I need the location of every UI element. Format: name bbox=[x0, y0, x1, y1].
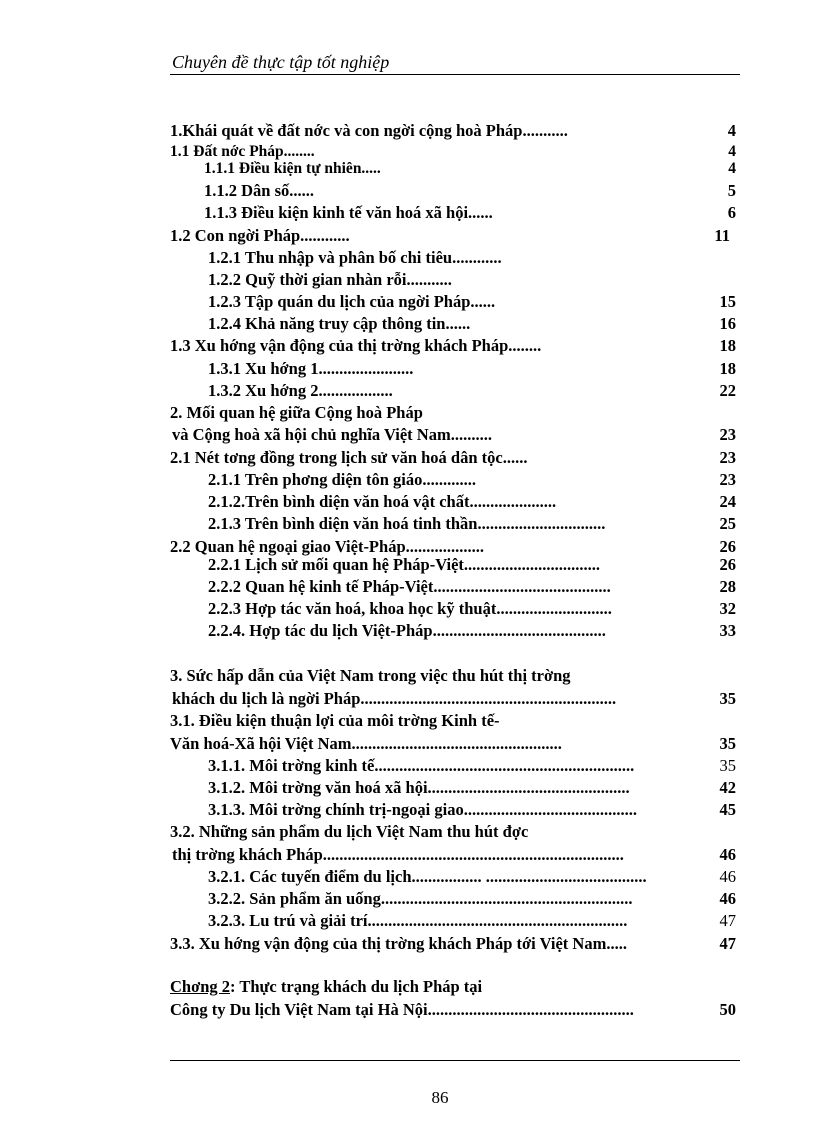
toc-entry-page: 46 bbox=[719, 845, 736, 864]
toc-entry-page: 24 bbox=[719, 492, 736, 511]
toc-entry-text: 1.2.4 Khả năng truy cập thông tin...... bbox=[208, 314, 471, 333]
toc-entry bbox=[208, 513, 736, 535]
page-number: 86 bbox=[431, 1088, 449, 1107]
toc-entry-text: 3. Sức hấp dẫn của Việt Nam trong việc thu hút thị trờng bbox=[170, 666, 571, 685]
toc-entry-text: 2.2.2 Quan hệ kinh tế Pháp-Việt........................................... bbox=[208, 577, 611, 596]
chapter-label: Chơng 2 bbox=[170, 977, 231, 996]
toc-entry-text: 1.1 Đất nớc Pháp........ bbox=[170, 143, 315, 160]
toc-entry-page: 23 bbox=[719, 470, 736, 489]
toc-entry-page: 35 bbox=[719, 734, 736, 753]
toc-entry-page: 4 bbox=[728, 160, 736, 177]
toc-entry-page: 22 bbox=[719, 381, 736, 400]
toc-entry-page: 11 bbox=[714, 226, 730, 245]
toc-entry-page: 4 bbox=[727, 121, 736, 140]
toc-entry bbox=[208, 755, 736, 777]
toc-entry-text: 2.2.3 Hợp tác văn hoá, khoa học kỹ thuật............................ bbox=[208, 599, 612, 618]
toc-entry-text: 3.3. Xu hớng vận động của thị trờng khách Pháp tới Việt Nam..... bbox=[170, 934, 627, 953]
toc-entry-text: 3.1. Điều kiện thuận lợi của môi trờng Kinh tế- bbox=[170, 711, 500, 730]
toc-entry-text: 1.3 Xu hớng vận động của thị trờng khách Pháp........ bbox=[170, 336, 542, 355]
toc-entry bbox=[172, 688, 736, 710]
toc-entry-text: 1.3.2 Xu hớng 2.................. bbox=[208, 381, 393, 400]
toc-entry bbox=[208, 598, 736, 620]
toc-entry-page: 47 bbox=[719, 934, 736, 953]
toc-entry-page: 23 bbox=[719, 425, 736, 444]
toc-entry bbox=[170, 821, 736, 843]
toc-entry bbox=[208, 380, 736, 402]
toc-entry-page: 16 bbox=[719, 314, 736, 333]
toc-entry-text: 1.2.1 Thu nhập và phân bố chi tiêu............ bbox=[208, 248, 502, 267]
toc-entry-text: 3.1.1. Môi trờng kinh tế............................................................... bbox=[208, 756, 635, 775]
toc-entry-page: 26 bbox=[719, 537, 736, 556]
toc-entry-text: khách du lịch là ngời Pháp.............................................................. bbox=[172, 689, 617, 708]
toc-entry-text: 2.2 Quan hệ ngoại giao Việt-Pháp................... bbox=[170, 537, 484, 556]
toc-entry-page: 25 bbox=[719, 514, 736, 533]
toc-entry bbox=[208, 247, 736, 269]
toc-entry bbox=[208, 358, 736, 380]
toc-entry-text: 2.1.3 Trên bình diện văn hoá tinh thần............................... bbox=[208, 514, 606, 533]
toc-entry-text: và Cộng hoà xã hội chủ nghĩa Việt Nam.......... bbox=[172, 425, 492, 444]
toc-entry bbox=[208, 620, 736, 642]
toc-entry-text: 1.1.3 Điều kiện kinh tế văn hoá xã hội...... bbox=[204, 203, 493, 222]
toc-entry bbox=[208, 910, 736, 932]
toc-entry-text: 2. Mối quan hệ giữa Cộng hoà Pháp bbox=[170, 403, 423, 422]
toc-entry-page: 4 bbox=[728, 143, 736, 160]
page-header-title: Chuyên đề thực tập tốt nghiệp bbox=[172, 52, 390, 72]
toc-entry-page: 18 bbox=[719, 336, 736, 355]
toc-entry bbox=[208, 554, 736, 576]
toc-entry-text: 2.2.4. Hợp tác du lịch Việt-Pháp.......................................... bbox=[208, 621, 606, 640]
toc-entry bbox=[204, 202, 736, 224]
toc-entry bbox=[208, 799, 736, 821]
toc-entry bbox=[170, 733, 736, 755]
toc-entry-text: 2.2.1 Lịch sử mối quan hệ Pháp-Việt................................. bbox=[208, 555, 601, 574]
toc-entry-text: 3.1.3. Môi trờng chính trị-ngoại giao.......................................... bbox=[208, 800, 637, 819]
toc-entry-text: 3.2. Những sản phẩm du lịch Việt Nam thu hút đợc bbox=[170, 822, 529, 841]
toc-entry-text: 1.1.1 Điều kiện tự nhiên..... bbox=[204, 160, 381, 177]
toc-entry-page: 15 bbox=[719, 292, 736, 311]
toc-entry bbox=[170, 225, 736, 247]
toc-entry-text: 1.2.2 Quỹ thời gian nhàn rỗi........... bbox=[208, 270, 452, 289]
toc-entry bbox=[208, 888, 736, 910]
toc-entry bbox=[208, 576, 736, 598]
toc-entry-page: 45 bbox=[719, 800, 736, 819]
toc-entry bbox=[170, 120, 736, 142]
toc-entry-page: 35 bbox=[719, 756, 736, 775]
toc-entry bbox=[172, 844, 736, 866]
toc-entry-page: 50 bbox=[719, 1000, 736, 1019]
toc-entry-text: 2.1.1 Trên phơng diện tôn giáo............. bbox=[208, 470, 476, 489]
toc-entry-page: 6 bbox=[727, 203, 736, 222]
toc-entry-text: 3.2.3. Lu trú và giải trí............................................................... bbox=[208, 911, 628, 930]
toc-entry-text: 1.2 Con ngời Pháp............ bbox=[170, 226, 350, 245]
toc-entry bbox=[208, 269, 736, 291]
toc-entry bbox=[170, 335, 736, 357]
toc-entry bbox=[170, 976, 736, 998]
toc-entry-text: 1.1.2 Dân số...... bbox=[204, 181, 315, 200]
toc-entry bbox=[208, 491, 736, 513]
toc-entry bbox=[208, 777, 736, 799]
toc-entry-text: 3.2.1. Các tuyến điểm du lịch................. ....................................... bbox=[208, 867, 647, 886]
toc-entry-text: Công ty Du lịch Việt Nam tại Hà Nội.................................................. bbox=[170, 1000, 634, 1019]
toc-entry-page: 35 bbox=[719, 689, 736, 708]
toc-entry-page: 32 bbox=[719, 599, 736, 618]
toc-entry bbox=[170, 447, 736, 469]
toc-entry bbox=[172, 424, 736, 446]
toc-entry-text: thị trờng khách Pháp......................................................................... bbox=[172, 845, 624, 864]
toc-entry bbox=[170, 933, 736, 955]
toc-entry-text: 3.2.2. Sản phẩm ăn uống............................................................. bbox=[208, 889, 633, 908]
toc-entry-page: 26 bbox=[719, 555, 736, 574]
toc-entry-page: 47 bbox=[719, 911, 736, 930]
toc-entry bbox=[208, 313, 736, 335]
toc-entry-page: 5 bbox=[727, 181, 736, 200]
toc-entry bbox=[204, 180, 736, 202]
toc-entry bbox=[170, 999, 736, 1021]
toc-entry-page: 18 bbox=[719, 359, 736, 378]
toc-entry-text: Văn hoá-Xã hội Việt Nam................................................... bbox=[170, 734, 562, 753]
toc-entry bbox=[170, 710, 736, 732]
toc-entry-text: 1.3.1 Xu hớng 1....................... bbox=[208, 359, 414, 378]
toc-entry-page: 28 bbox=[719, 577, 736, 596]
toc-entry bbox=[208, 866, 736, 888]
toc-entry-text: 1.Khái quát về đất nớc và con ngời cộng hoà Pháp........... bbox=[170, 121, 568, 140]
toc-entry-text: 2.1 Nét tơng đồng trong lịch sử văn hoá dân tộc...... bbox=[170, 448, 528, 467]
toc-entry bbox=[208, 469, 736, 491]
toc-entry-page: 23 bbox=[719, 448, 736, 467]
toc-entry-text: 3.1.2. Môi trờng văn hoá xã hội................................................. bbox=[208, 778, 630, 797]
toc-entry-text: : Thực trạng khách du lịch Pháp tại bbox=[230, 977, 483, 996]
toc-entry-text: 2.1.2.Trên bình diện văn hoá vật chất..................... bbox=[208, 492, 557, 511]
toc-entry bbox=[204, 158, 736, 180]
toc-entry bbox=[170, 665, 736, 687]
toc-entry-text: 1.2.3 Tập quán du lịch của ngời Pháp...... bbox=[208, 292, 496, 311]
toc-entry-page: 33 bbox=[719, 621, 736, 640]
footer-rule bbox=[170, 1060, 740, 1061]
toc-entry-page: 46 bbox=[719, 889, 736, 908]
toc-entry bbox=[170, 402, 736, 424]
toc-entry-page: 46 bbox=[719, 867, 736, 886]
toc-entry-page: 42 bbox=[719, 778, 736, 797]
toc-entry bbox=[208, 291, 736, 313]
